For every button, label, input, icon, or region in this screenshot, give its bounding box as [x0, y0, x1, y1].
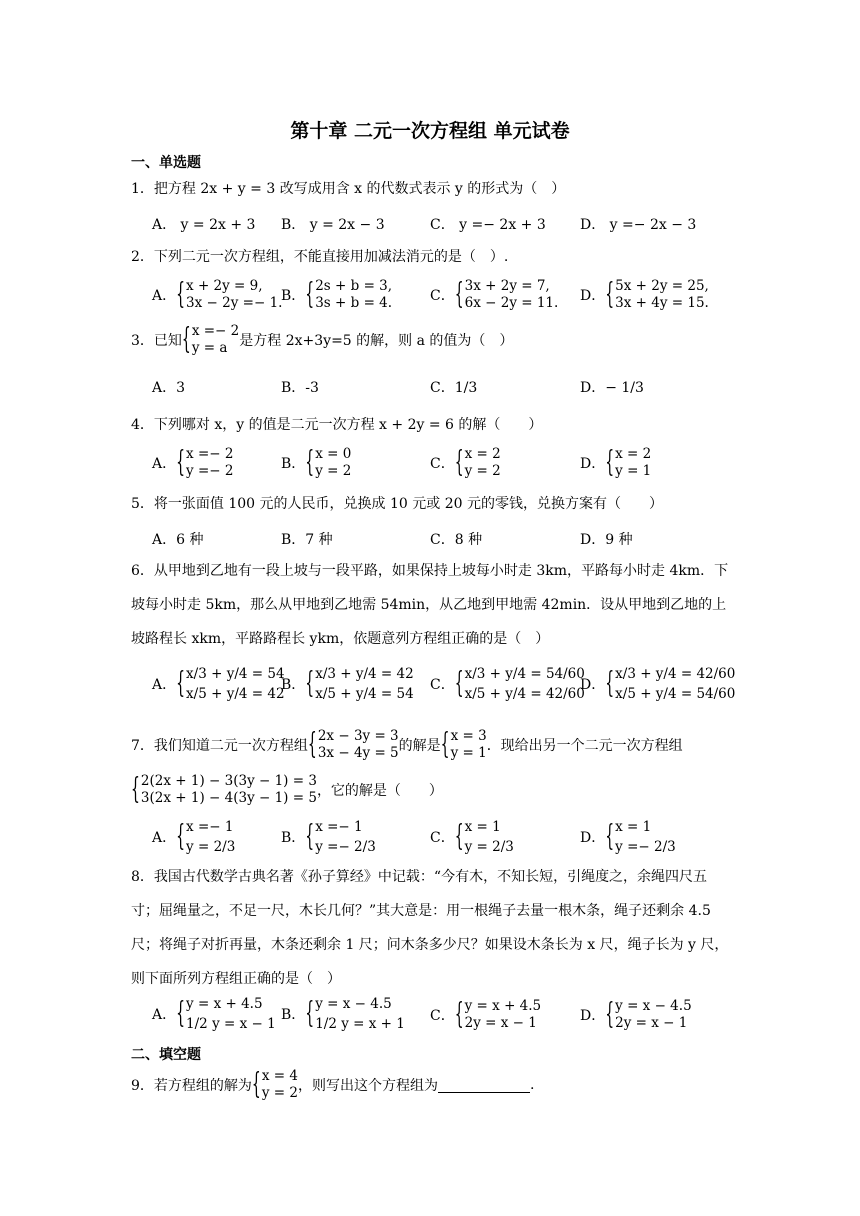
- q7-option-c[interactable]: C． { x = 1 y = 2/3: [430, 819, 514, 855]
- q7-b-eq2: y =− 2/3: [315, 839, 376, 855]
- q7-suffix: ．现给出另一个二元一次方程组: [486, 738, 683, 754]
- q6-d-eq2: x/5 + y/4 = 54/60: [615, 686, 736, 702]
- q7-option-d[interactable]: D． { x = 1 y =− 2/3: [580, 819, 676, 855]
- question-7-line2: { 2(2x + 1) − 3(3y − 1) = 3 3(2x + 1) − 4(3y − 1) = 5 ，它的解是（ ）: [131, 773, 443, 807]
- q4-a-eq1: x =− 2: [186, 446, 234, 462]
- q7-middle: 的解是: [398, 738, 441, 754]
- q3-suffix: 是方程 2x+3y=5 的解，则 a 的值为（ ）: [239, 333, 514, 349]
- q5-option-d[interactable]: D．9 种: [580, 532, 633, 548]
- question-2: 2．下列二元一次方程组，不能直接用加减法消元的是（ ）.: [131, 249, 509, 265]
- q7-sys-eq1: 2x − 3y = 3: [317, 728, 399, 744]
- q4-b-eq2: y = 2: [315, 463, 352, 479]
- q7-a-eq1: x =− 1: [186, 819, 234, 835]
- q7-prefix: 7．我们知道二元一次方程组: [131, 738, 308, 754]
- q3-sys-eq2: y = a: [191, 340, 228, 356]
- q2-a-eq1: x + 2y = 9,: [186, 278, 263, 294]
- question-7-line1: 7．我们知道二元一次方程组 { 2x − 3y = 3 3x − 4y = 5 的解是 { x = 3 y = 1 ．现给出另一个二元一次方程组: [131, 728, 683, 762]
- q4-option-b[interactable]: B． { x = 0 y = 2: [281, 446, 352, 480]
- q8-option-b[interactable]: B． { y = x − 4.5 1/2 y = x + 1: [281, 996, 405, 1032]
- q7-c-eq2: y = 2/3: [464, 839, 514, 855]
- q9-prefix: 9．若方程组的解为: [131, 1078, 252, 1094]
- q9-suffix: ，则写出这个方程组为: [297, 1078, 438, 1094]
- question-9: 9．若方程组的解为 { x = 4 y = 2 ，则写出这个方程组为 .: [131, 1068, 535, 1102]
- q8-c-eq2: 2y = x − 1: [464, 1015, 537, 1031]
- q6-option-d[interactable]: D． { x/3 + y/4 = 42/60 x/5 + y/4 = 54/60: [580, 666, 736, 702]
- question-4: 4．下列哪对 x，y 的值是二元一次方程 x + 2y = 6 的解（ ）: [131, 417, 543, 433]
- q7-a-eq2: y = 2/3: [186, 839, 236, 855]
- q7-d-eq1: x = 1: [615, 819, 652, 835]
- q3-prefix: 3．已知: [131, 333, 182, 349]
- q2-b-eq2: 3s + b = 4.: [315, 295, 393, 311]
- q8-option-d[interactable]: D． { y = x − 4.5 2y = x − 1: [580, 998, 692, 1032]
- q2-a-eq2: 3x − 2y =− 1.: [186, 295, 283, 311]
- q1-option-a[interactable]: A． y = 2x + 3: [152, 217, 256, 233]
- q9-sol-x: x = 4: [261, 1068, 298, 1084]
- q9-end: .: [529, 1077, 535, 1093]
- q4-option-c[interactable]: C． { x = 2 y = 2: [430, 446, 501, 480]
- section-heading-single-choice: 一、单选题: [131, 155, 201, 171]
- q1-option-b[interactable]: B． y = 2x − 3: [281, 217, 385, 233]
- q7-tail: ，它的解是（ ）: [316, 783, 443, 799]
- q6-d-eq1: x/3 + y/4 = 42/60: [615, 666, 736, 682]
- q3-sys-eq1: x =− 2: [191, 323, 240, 339]
- q7-sol-x: x = 3: [450, 728, 487, 744]
- q3-option-c[interactable]: C．1/3: [430, 380, 478, 396]
- q6-option-c[interactable]: C． { x/3 + y/4 = 54/60 x/5 + y/4 = 42/60: [430, 666, 585, 702]
- section-heading-fill-blank: 二、填空题: [131, 1047, 201, 1063]
- q9-sol-y: y = 2: [261, 1085, 298, 1101]
- q6-b-eq1: x/3 + y/4 = 42: [315, 666, 414, 682]
- q2-option-d[interactable]: D． { 5x + 2y = 25, 3x + 4y = 15.: [580, 278, 709, 312]
- q8-b-eq1: y = x − 4.5: [315, 996, 392, 1012]
- q8-a-eq2: 1/2 y = x − 1: [186, 1016, 276, 1032]
- q2-b-eq1: 2s + b = 3,: [315, 278, 393, 294]
- question-8: 8．我国古代数学古典名著《孙子算经》中记载：“今有木，不知长短，引绳度之，余绳四尺五寸；屈绳量之，不足一尺，木长几何？”其大意是：用一根绳子去量一根木条，绳子还剩余 4.5 尺；将绳子对折再量，木条还剩余 1 尺；问木条多少尺？如果设木条长为 x 尺，绳子长为 y 尺，则下面所列方程组正确的是（ ）: [131, 869, 729, 987]
- q1-option-d[interactable]: D． y =− 2x − 3: [580, 217, 697, 233]
- q2-d-eq1: 5x + 2y = 25,: [615, 278, 709, 294]
- q9-answer-blank[interactable]: [438, 1078, 530, 1093]
- q4-d-eq1: x = 2: [615, 446, 652, 462]
- q6-a-eq1: x/3 + y/4 = 54: [186, 666, 285, 682]
- q7-sys-eq2: 3x − 4y = 5: [317, 745, 399, 761]
- q2-option-b[interactable]: B． { 2s + b = 3, 3s + b = 4.: [281, 278, 393, 312]
- q5-option-b[interactable]: B．7 种: [281, 532, 333, 548]
- q4-b-eq1: x = 0: [315, 446, 352, 462]
- q4-c-eq1: x = 2: [464, 446, 501, 462]
- q4-d-eq2: y = 1: [615, 463, 652, 479]
- q7-b-eq1: x =− 1: [315, 819, 363, 835]
- page-title: 第十章 二元一次方程组 单元试卷: [290, 120, 570, 142]
- q6-c-eq2: x/5 + y/4 = 42/60: [464, 686, 585, 702]
- q1-option-c[interactable]: C． y =− 2x + 3: [430, 217, 546, 233]
- q6-a-eq2: x/5 + y/4 = 42: [186, 686, 285, 702]
- q7-new-eq2: 3(2x + 1) − 4(3y − 1) = 5: [140, 790, 317, 806]
- q8-d-eq1: y = x − 4.5: [615, 998, 692, 1014]
- q7-option-a[interactable]: A． { x =− 1 y = 2/3: [152, 819, 236, 855]
- q6-c-eq1: x/3 + y/4 = 54/60: [464, 666, 585, 682]
- q2-d-eq2: 3x + 4y = 15.: [615, 295, 709, 311]
- q3-option-d[interactable]: D．− 1/3: [580, 380, 644, 396]
- q5-option-a[interactable]: A．6 种: [152, 532, 204, 548]
- q3-option-a[interactable]: A．3: [152, 380, 186, 396]
- question-1: 1．把方程 2x + y = 3 改写成用含 x 的代数式表示 y 的形式为（ ）: [131, 181, 566, 197]
- q6-b-eq2: x/5 + y/4 = 54: [315, 686, 414, 702]
- question-3: 3．已知 { x =− 2 y = a 是方程 2x+3y=5 的解，则 a 的值为（ ）: [131, 323, 514, 357]
- question-6: 6．从甲地到乙地有一段上坡与一段平路，如果保持上坡每小时走 3km，平路每小时走 4km．下坡每小时走 5km，那么从甲地到乙地需 54min，从乙地到甲地需 42min．设从甲地到乙地的上坡路程长 xkm，平路路程长 ykm，依题意列方程组正确的是（ ）: [131, 563, 729, 647]
- q3-option-b[interactable]: B．-3: [281, 380, 319, 396]
- q8-c-eq1: y = x + 4.5: [464, 998, 542, 1014]
- q7-d-eq2: y =− 2/3: [615, 839, 676, 855]
- q5-option-c[interactable]: C．8 种: [430, 532, 483, 548]
- q4-a-eq2: y =− 2: [186, 463, 234, 479]
- question-5: 5．将一张面值 100 元的人民币，兑换成 10 元或 20 元的零钱，兑换方案有（ ）: [131, 496, 663, 512]
- q8-b-eq2: 1/2 y = x + 1: [315, 1016, 405, 1032]
- q4-c-eq2: y = 2: [464, 463, 501, 479]
- q7-new-eq1: 2(2x + 1) − 3(3y − 1) = 3: [140, 773, 317, 789]
- q7-c-eq1: x = 1: [464, 819, 501, 835]
- q8-option-a[interactable]: A． { y = x + 4.5 1/2 y = x − 1: [152, 996, 276, 1032]
- q7-sol-y: y = 1: [450, 745, 487, 761]
- q8-a-eq1: y = x + 4.5: [186, 996, 263, 1012]
- q2-option-a[interactable]: A． { x + 2y = 9, 3x − 2y =− 1.: [152, 278, 283, 312]
- q2-option-c[interactable]: C． { 3x + 2y = 7, 6x − 2y = 11.: [430, 278, 559, 312]
- q4-option-d[interactable]: D． { x = 2 y = 1: [580, 446, 652, 480]
- q6-option-b[interactable]: B． { x/3 + y/4 = 42 x/5 + y/4 = 54: [281, 666, 414, 702]
- q2-c-eq1: 3x + 2y = 7,: [464, 278, 550, 294]
- q6-option-a[interactable]: A． { x/3 + y/4 = 54 x/5 + y/4 = 42: [152, 666, 285, 702]
- q2-c-eq2: 6x − 2y = 11.: [464, 295, 559, 311]
- q8-d-eq2: 2y = x − 1: [615, 1015, 688, 1031]
- q4-option-a[interactable]: A． { x =− 2 y =− 2: [152, 446, 234, 480]
- q7-option-b[interactable]: B． { x =− 1 y =− 2/3: [281, 819, 376, 855]
- q8-option-c[interactable]: C． { y = x + 4.5 2y = x − 1: [430, 998, 542, 1032]
